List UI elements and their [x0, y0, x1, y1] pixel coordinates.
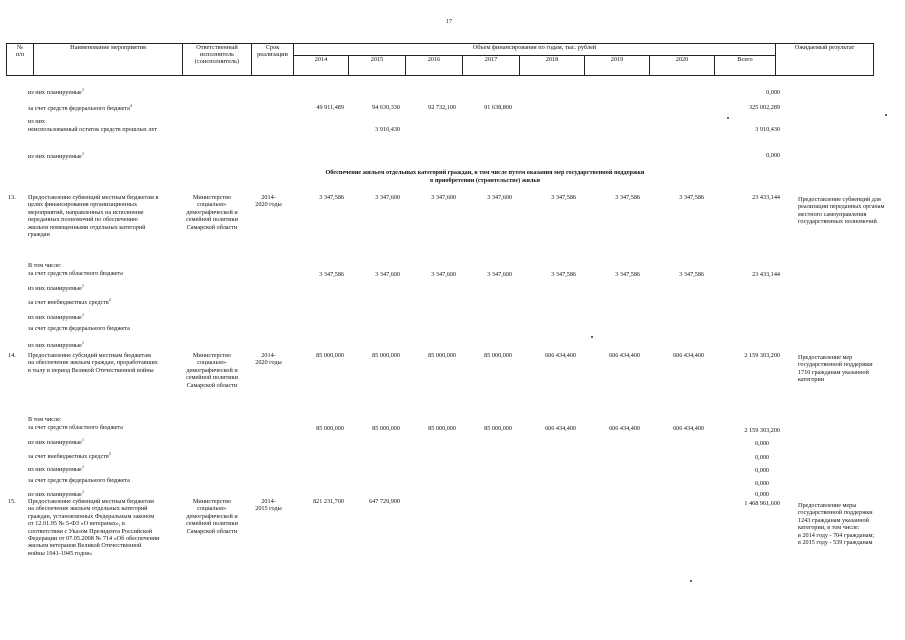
- item14-responsible: Министерство социально- демографической и семейной политики Самарской области: [186, 352, 238, 389]
- header-volume: Объем финансирования по годам, тыс. рублей: [294, 44, 776, 56]
- table-header: [6, 43, 874, 76]
- item13-2019: 3 347,586: [615, 194, 640, 201]
- item15-responsible: Министерство социально- демографической и семейной политики Самарской области: [186, 498, 238, 535]
- item14-incl: В том числе:: [28, 416, 62, 423]
- row-remainder-label1: из них: [28, 118, 46, 125]
- item15-2014: 821 231,700: [313, 498, 344, 505]
- header-term: Срок реализации: [252, 44, 294, 76]
- item13-regional-2014: 3 347,586: [319, 271, 344, 278]
- header-year-2015: 2015: [349, 56, 406, 76]
- item14-regional-2018: 606 434,400: [545, 425, 576, 432]
- item13-extrabudget: за счет внебюджетных средств$^2$: [28, 297, 111, 307]
- item14-result: Предоставление мер государственной поддержки 1710 гражданам указанной категории: [798, 354, 873, 384]
- item14-extrabudget: за счет внебюджетных средств$^2$: [28, 451, 111, 461]
- page-number: 17: [446, 19, 452, 25]
- item15-term: 2014- 2015 годы: [255, 498, 282, 513]
- item14-planned2-total: 0,000: [755, 467, 769, 474]
- item15-name: Предоставление субвенций местным бюджетам на обеспечение жильем отдельных категорий граждан, установленных Федеральным законом от 12.01.95 № 5-ФЗ «О ветеранах», в соответствии с Указом Президента Российской Федерации от 07.05.2008 № 714 «Об обеспечении жильем ветеранов Великой Отечественной войны 1941-1945 годов»: [28, 498, 160, 557]
- header-year-2018: 2018: [520, 56, 585, 76]
- item13-regional-2015: 3 347,600: [375, 271, 400, 278]
- row-federal-2016: 92 732,100: [428, 104, 456, 111]
- item14-regional-2019: 606 434,400: [609, 425, 640, 432]
- item13-2020: 3 347,586: [679, 194, 704, 201]
- item13-regional-2017: 3 347,600: [487, 271, 512, 278]
- row-federal-total: 325 002,289: [749, 104, 780, 111]
- item15-2015: 647 729,900: [369, 498, 400, 505]
- row-remainder-total: 3 910,430: [755, 126, 780, 133]
- item13-regional-2018: 3 347,586: [551, 271, 576, 278]
- item14-planned1: из них планируемые$^1$: [28, 437, 84, 447]
- item13-regional-label: за счет средств областного бюджета: [28, 270, 123, 277]
- item13-incl: В том числе:: [28, 262, 62, 269]
- item15-total: 1 468 961,600: [744, 500, 780, 507]
- item13-2014: 3 347,586: [319, 194, 344, 201]
- item14-planned3-total: 0,000: [755, 491, 769, 498]
- header-year-2019: 2019: [585, 56, 650, 76]
- item14-planned3: из них планируемые$^1$: [28, 489, 84, 499]
- header-result: Ожидаемый результат: [776, 44, 874, 76]
- item14-2019: 606 434,400: [609, 352, 640, 359]
- item13-planned1: из них планируемые$^1$: [28, 283, 84, 293]
- header-name: Наименование мероприятия: [34, 44, 183, 76]
- row-federal-2014: 49 911,489: [316, 104, 344, 111]
- item13-regional-2019: 3 347,586: [615, 271, 640, 278]
- item14-2020: 606 434,400: [673, 352, 704, 359]
- item14-regional-label: за счет средств областного бюджета: [28, 424, 123, 431]
- item14-regional-total: 2 159 303,200: [744, 427, 780, 434]
- row-federal-label: за счет средств федерального бюджета$^4$: [28, 103, 132, 113]
- item14-2016: 85 000,000: [428, 352, 456, 359]
- item13-2015: 3 347,600: [375, 194, 400, 201]
- item13-2018: 3 347,586: [551, 194, 576, 201]
- scan-speck: [885, 114, 887, 116]
- row-planned2-total: 0,000: [766, 152, 780, 159]
- item13-total: 23 433,144: [752, 194, 780, 201]
- header-year-2017: 2017: [463, 56, 520, 76]
- item14-regional-2020: 606 434,400: [673, 425, 704, 432]
- scan-speck: [727, 117, 729, 119]
- header-year-2014: 2014: [294, 56, 349, 76]
- row-federal-2017: 91 638,800: [484, 104, 512, 111]
- item13-num: 13.: [8, 194, 16, 201]
- row-federal-2015: 94 630,330: [372, 104, 400, 111]
- item14-2017: 85 000,000: [484, 352, 512, 359]
- section-title-line1: Обеспечение жильем отдельных категорий граждан, в том числе путем оказания мер государственной поддержки: [325, 169, 645, 176]
- item13-planned2: из них планируемые$^1$: [28, 312, 84, 322]
- item14-planned1-total: 0,000: [755, 440, 769, 447]
- header-year-2020: 2020: [650, 56, 715, 76]
- item13-regional-2020: 3 347,586: [679, 271, 704, 278]
- item14-total: 2 159 303,200: [744, 352, 780, 359]
- item14-term: 2014- 2020 годы: [255, 352, 282, 367]
- item14-regional-2017: 85 000,000: [484, 425, 512, 432]
- item13-name: Предоставление субвенций местным бюджетам в целях финансирования организационных мероприятий, направленных на исполнение переданных полномочий по обеспечению жильем помещенными отдельных категорий граждан: [28, 194, 159, 239]
- row-remainder-label2: неиспользованный остаток средств прошлых лет: [28, 126, 157, 133]
- item15-result: Предоставление меры государственной поддержки 1243 гражданам указанной категории, в том числе: в 2014 году - 704 гражданам; в 2015 году - 539 гражданам: [798, 502, 875, 547]
- row-planned-total: 0,000: [766, 89, 780, 96]
- item14-2015: 85 000,000: [372, 352, 400, 359]
- row-planned-label: из них планируемые$^1$: [28, 87, 84, 97]
- item14-2014: 85 000,000: [316, 352, 344, 359]
- item14-name: Предоставление субсидий местным бюджетам на обеспечение жильем граждан, проработавших в тылу в период Великой Отечественной войны: [28, 352, 158, 374]
- section-title-line2: в приобретении (строительстве) жилья: [429, 177, 541, 184]
- row-planned2-label: из них планируемые$^1$: [28, 151, 84, 161]
- item13-term: 2014- 2020 годы: [255, 194, 282, 209]
- item13-federal: за счет средств федерального бюджета: [28, 325, 130, 332]
- item14-regional-2016: 85 000,000: [428, 425, 456, 432]
- header-year-2016: 2016: [406, 56, 463, 76]
- item13-regional-2016: 3 347,600: [431, 271, 456, 278]
- header-responsible: Ответственный исполнитель (соисполнитель): [183, 44, 252, 76]
- header-total: Всего: [715, 56, 776, 76]
- item14-federal: за счет средств федерального бюджета: [28, 477, 130, 484]
- item14-regional-2014: 85 000,000: [316, 425, 344, 432]
- item13-regional-total: 23 433,144: [752, 271, 780, 278]
- item13-2017: 3 347,600: [487, 194, 512, 201]
- item14-extrabudget-total: 0,000: [755, 454, 769, 461]
- item13-result: Предоставление субвенций для реализации переданных органам местного самоуправления государственных полномочий: [798, 196, 885, 226]
- item15-num: 15.: [8, 498, 16, 505]
- item13-responsible: Министерство социально- демографической и семейной политики Самарской области: [186, 194, 238, 231]
- scan-speck: [591, 336, 593, 338]
- item14-planned2: из них планируемые$^1$: [28, 464, 84, 474]
- item14-2018: 606 434,400: [545, 352, 576, 359]
- row-remainder-2015: 3 910,430: [375, 126, 400, 133]
- item14-num: 14.: [8, 352, 16, 359]
- item13-planned3: из них планируемые$^1$: [28, 340, 84, 350]
- scan-speck: [690, 580, 692, 582]
- item14-regional-2015: 85 000,000: [372, 425, 400, 432]
- header-num: № п/п: [7, 44, 34, 76]
- item13-2016: 3 347,600: [431, 194, 456, 201]
- item14-federal-total: 0,000: [755, 480, 769, 487]
